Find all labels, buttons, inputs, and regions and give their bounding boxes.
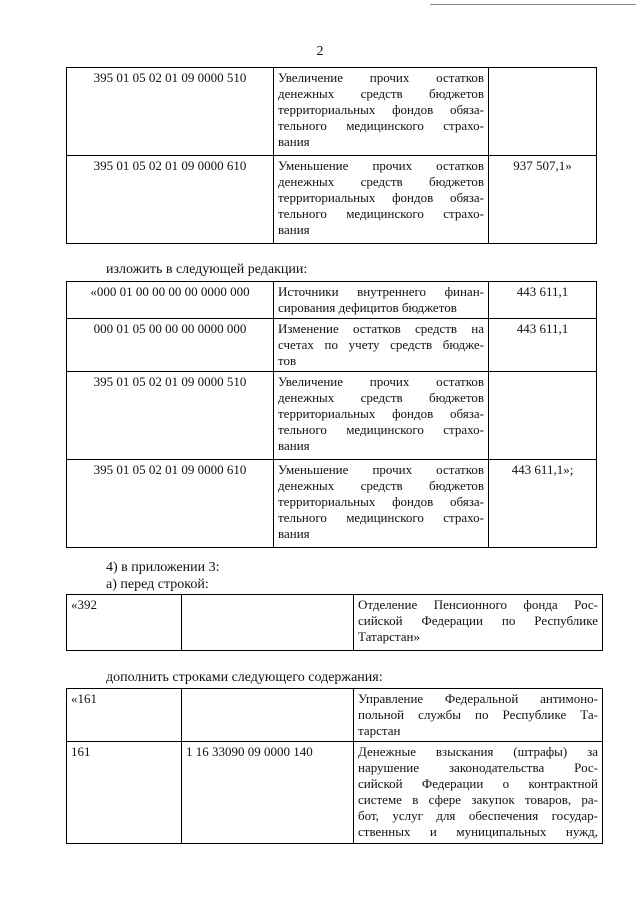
admin-code-cell: 161 (67, 742, 182, 844)
budget-name-cell: Уменьшение прочих остатков денежных средств бюджетов территориальных фондов обяза- тельного медицинского страхо- вания (274, 460, 489, 548)
budget-name-cell: Увеличение прочих остатков денежных средств бюджетов территориальных фондов обяза- тельного медицинского страхо- вания (274, 68, 489, 156)
page-number: 2 (316, 44, 324, 59)
paragraph-restate: изложить в следующей редакции: (106, 262, 308, 277)
budget-code-cell: 000 01 05 00 00 00 0000 000 (67, 319, 274, 372)
budget-code-cell: 395 01 05 02 01 09 0000 510 (67, 372, 274, 460)
budget-name-cell: Увеличение прочих остатков денежных средств бюджетов территориальных фондов обяза- тельного медицинского страхо- вания (274, 372, 489, 460)
header-rule (430, 4, 636, 5)
budget-code-cell: 395 01 05 02 01 09 0000 610 (67, 460, 274, 548)
table-row (67, 282, 597, 319)
budget-name-cell: Уменьшение прочих остатков денежных средств бюджетов территориальных фондов обяза- тельного медицинского страхо- вания (274, 156, 489, 244)
table-row (67, 68, 597, 156)
budget-code-cell: 395 01 05 02 01 09 0000 510 (67, 68, 274, 156)
admin-name-cell: Денежные взыскания (штрафы) за нарушение законодательства Рос- сийской Федерации о контрактной системе в сфере закупок товаров, ра- бот, услуг для обеспечения государ- ственных и муниципальных нужд, (354, 742, 603, 844)
table-row (67, 742, 603, 844)
admin-code-cell: «392 (67, 595, 182, 651)
table-row (67, 689, 603, 742)
table-row (67, 460, 597, 548)
admin-table-added (66, 688, 603, 844)
sources-table-old (66, 67, 597, 244)
amount-cell (489, 68, 597, 156)
paragraph-before-row: а) перед строкой: (106, 577, 209, 592)
amount-cell: 443 611,1 (489, 319, 597, 372)
admin-code-cell: «161 (67, 689, 182, 742)
budget-name-cell: Изменение остатков средств на счетах по учету средств бюдже- тов (274, 319, 489, 372)
paragraph-add-rows: дополнить строками следующего содержания: (106, 670, 383, 685)
admin-name-cell: Управление Федеральной антимоно- польной службы по Республике Та- тарстан (354, 689, 603, 742)
paragraph-appendix-3: 4) в приложении 3: (106, 560, 220, 575)
revenue-code-cell: 1 16 33090 09 0000 140 (182, 742, 354, 844)
amount-cell: 443 611,1 (489, 282, 597, 319)
amount-cell (489, 372, 597, 460)
budget-code-cell: «000 01 00 00 00 00 0000 000 (67, 282, 274, 319)
amount-cell: 937 507,1» (489, 156, 597, 244)
table-row (67, 156, 597, 244)
admin-name-cell: Отделение Пенсионного фонда Рос- сийской Федерации по Республике Татарстан» (354, 595, 603, 651)
sources-table-new (66, 281, 597, 548)
admin-table-before (66, 594, 603, 651)
table-row (67, 319, 597, 372)
revenue-code-cell (182, 689, 354, 742)
budget-name-cell: Источники внутреннего финан- сирования дефицитов бюджетов (274, 282, 489, 319)
table-row (67, 595, 603, 651)
table-row (67, 372, 597, 460)
amount-cell: 443 611,1»; (489, 460, 597, 548)
budget-code-cell: 395 01 05 02 01 09 0000 610 (67, 156, 274, 244)
revenue-code-cell (182, 595, 354, 651)
